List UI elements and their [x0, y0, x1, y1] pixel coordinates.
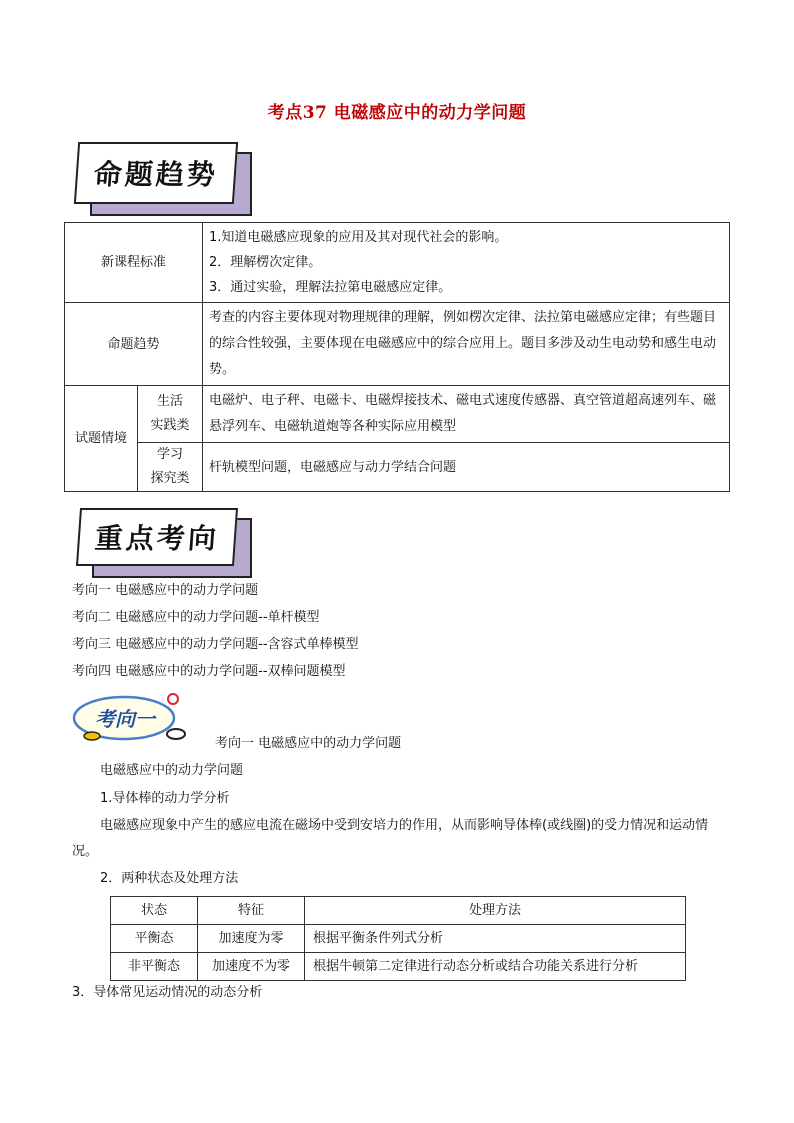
paragraph-1: 电磁感应现象中产生的感应电流在磁场中受到安培力的作用，从而影响导体棒(或线圈)的受力情况和运动情况。 — [72, 818, 709, 859]
sub1-label-a: 生活 — [156, 394, 183, 409]
section-heading: 考向一 电磁感应中的动力学问题 — [215, 736, 402, 751]
table-cell: 非平衡态 — [111, 953, 198, 981]
section-badge — [70, 692, 188, 744]
point-2: 2．两种状态及处理方法 — [100, 871, 239, 886]
focus-banner-label: 重点考向 — [93, 522, 221, 555]
section-sub: 电磁感应中的动力学问题 — [100, 763, 244, 778]
table-cell: 平衡态 — [111, 925, 198, 953]
sub2-label-b: 探究类 — [150, 471, 190, 486]
header-state: 状态 — [111, 897, 198, 925]
sub2-label — [138, 443, 203, 492]
table-cell: 加速度为零 — [198, 925, 305, 953]
sub1-content: 电磁炉、电子秤、电磁卡、电磁焊接技术、磁电式速度传感器、真空管道超高速列车、磁悬浮列车、电磁轨道炮等各种实际应用模型 — [203, 386, 730, 443]
sub1-label — [138, 386, 203, 443]
focus-item: 考向四 电磁感应中的动力学问题--双棒问题模型 — [72, 664, 346, 679]
state-table — [110, 896, 686, 981]
header-feature: 特征 — [198, 897, 305, 925]
row1-line: 3．通过实验，理解法拉第电磁感应定律。 — [209, 280, 452, 295]
focus-item: 考向一 电磁感应中的动力学问题 — [72, 583, 259, 598]
row1-label: 新课程标准 — [65, 223, 203, 303]
row2-label: 命题趋势 — [65, 303, 203, 386]
sub2-label-a: 学习 — [156, 447, 183, 462]
trend-banner — [76, 142, 252, 218]
row2-content: 考查的内容主要体现对物理规律的理解，例如楞次定律、法拉第电磁感应定律；有些题目的综合性较强，主要体现在电磁感应中的综合应用上。题目多涉及动生电动势和感生电动势。 — [203, 303, 730, 386]
trend-banner-label: 命题趋势 — [92, 158, 220, 191]
table-cell: 根据牛顿第二定律进行动态分析或结合功能关系进行分析 — [305, 953, 686, 981]
badge-label: 考向一 — [95, 707, 155, 731]
trend-table — [64, 222, 730, 492]
row3-label: 试题情境 — [65, 386, 138, 492]
row1-content — [203, 223, 730, 303]
focus-item: 考向三 电磁感应中的动力学问题--含容式单棒模型 — [72, 637, 359, 652]
focus-banner — [78, 508, 254, 580]
row1-line: 1.知道电磁感应现象的应用及其对现代社会的影响。 — [209, 230, 508, 245]
point-1: 1.导体棒的动力学分析 — [100, 791, 230, 806]
sub1-label-b: 实践类 — [150, 418, 190, 433]
point-3: 3．导体常见运动情况的动态分析 — [72, 985, 263, 1000]
table-cell: 根据平衡条件列式分析 — [305, 925, 686, 953]
focus-item: 考向二 电磁感应中的动力学问题--单杆模型 — [72, 610, 320, 625]
sub2-content: 杆轨模型问题，电磁感应与动力学结合问题 — [203, 443, 730, 492]
table-cell: 加速度不为零 — [198, 953, 305, 981]
page-title: 考点37 电磁感应中的动力学问题 — [267, 103, 527, 123]
row1-line: 2．理解楞次定律。 — [209, 255, 322, 270]
header-method: 处理方法 — [305, 897, 686, 925]
